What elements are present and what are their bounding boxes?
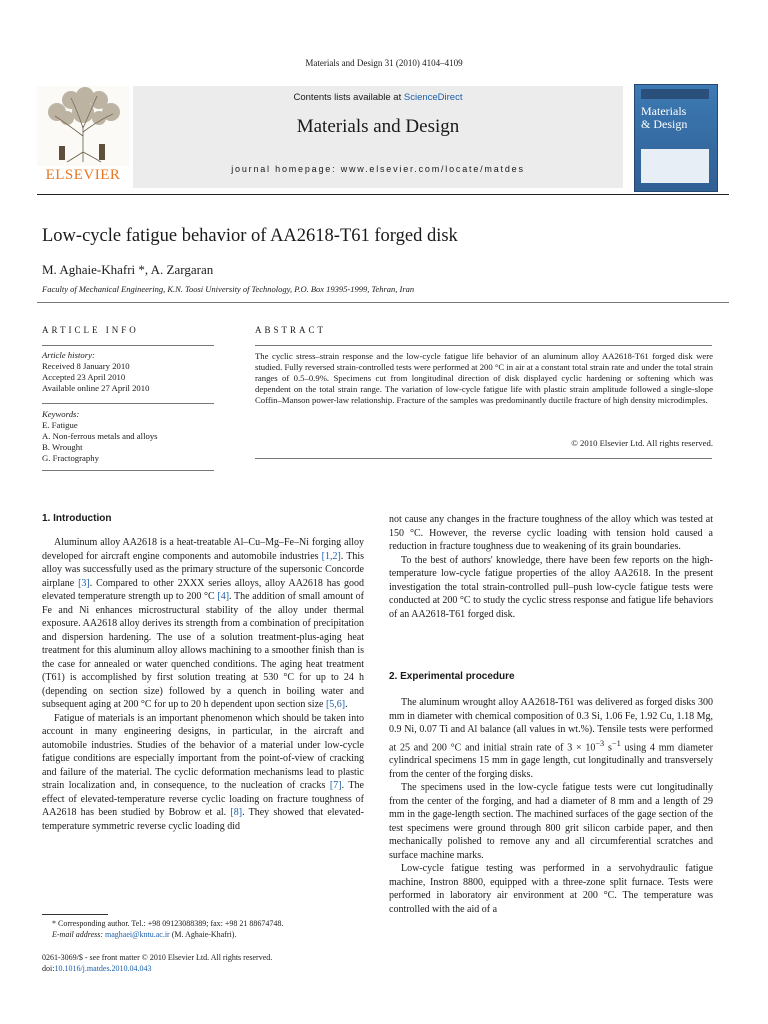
text-run: . The addition of small amount of Fe and Ni enhances microstructural stability of the alloy under thermal exposure. AA2618 alloy derives its strength from a combination of precipitation and dispersion hardening. The use of a solution treatment-plus-aging heat treatment for this aluminum alloy allows machining to a smoother finish than is the case for annealed or water quenched conditions. The aging heat treatment (T61) is accomplished by first solution treating at 530 °C for up to 24 h (depending on section size) followed by a quench in boiling water and subsequent aging at 200 °C for up to 20 h dependent upon section size xyxy=(42,591,364,710)
divider xyxy=(42,403,214,404)
journal-masthead xyxy=(37,86,723,188)
body-column-right-bottom xyxy=(389,696,713,916)
abstract-heading: ABSTRACT xyxy=(255,325,327,335)
text-run: Fatigue of materials is an important phenomenon which should be taken into account in many engineering designs, in particular, in the aircraft and automobile industries. Studies of the behavior of a material under low-cycle fatigue conditions are especially important from the point-of-view of cracking and failure of the material. The cyclic deformation mechanisms lead to plastic strain localization and, in consequence, to the nucleation of cracks xyxy=(42,712,364,791)
journal-homepage[interactable]: journal homepage: www.elsevier.com/locate/matdes xyxy=(231,164,525,174)
header-rule xyxy=(37,194,729,195)
author-list: M. Aghaie-Khafri *, A. Zargaran xyxy=(42,262,214,277)
text-run: s xyxy=(604,741,612,753)
text-run: . This alloy was successfully used as the primary structure of the supersonic Concorde airplane xyxy=(42,550,364,589)
publication-info xyxy=(42,952,372,974)
text-run: . They showed that elevated-temperature symmetric reverse cyclic loading did xyxy=(42,807,364,832)
issn-line: 0261-3069/$ - see front matter © 2010 Elsevier Ltd. All rights reserved. xyxy=(42,953,273,962)
corresponding-author: * Corresponding author. Tel.: +98 09123088389; fax: +98 21 88674748. xyxy=(52,919,284,928)
exp-paragraph-1 xyxy=(389,696,713,781)
contents-line xyxy=(133,92,623,103)
contents-prefix: Contents lists available at xyxy=(293,92,404,103)
text-run: . The effect of elevated-temperature reverse cyclic loading on fracture toughness of AA2618 has been studied by Bobrow et al. xyxy=(42,780,364,818)
journal-title: Materials and Design xyxy=(296,116,460,137)
keyword-item: E. Fatigue xyxy=(42,420,78,430)
body-column-right-top xyxy=(389,513,713,621)
reference-link[interactable]: [1,2] xyxy=(321,550,341,562)
history-received: Received 8 January 2010 xyxy=(42,361,130,371)
exp-paragraph-3: Low-cycle fatigue testing was performed in a servohydraulic fatigue machine, Instron 8800, equipped with a three-zone split furnace. Tests were performed in laboratory air environment at 200 °C. The temperature was controlled with the aid of a xyxy=(389,863,713,915)
divider xyxy=(255,345,712,346)
journal-cover[interactable] xyxy=(634,84,718,192)
reference-link[interactable]: [4] xyxy=(217,591,230,602)
keyword-item: G. Fractography xyxy=(42,453,99,463)
history-accepted: Accepted 23 April 2010 xyxy=(42,372,126,382)
journal-banner xyxy=(133,86,623,188)
intro-paragraph-2 xyxy=(42,712,364,834)
keyword-item: A. Non-ferrous metals and alloys xyxy=(42,431,158,441)
journal-citation: Materials and Design 31 (2010) 4104–4109 xyxy=(305,58,463,68)
affiliation: Faculty of Mechanical Engineering, K.N. Toosi University of Technology, P.O. Box 19395-1999, Tehran, Iran xyxy=(42,284,415,294)
email-label: E-mail address: xyxy=(52,930,106,939)
text-run: The aluminum wrought alloy AA2618-T61 was delivered as forged disks 300 mm in diameter with chemical composition of 0.3 Si, 1.06 Fe, 1.92 Cu, 1.18 Mg, 0.9 Ni, 0.07 Ti and Al balance (all values in wt.%). Tensile tests were performed at 25 and 200 °C and initial strain rate of 3 × 10 xyxy=(389,697,713,753)
abstract-copyright: © 2010 Elsevier Ltd. All rights reserved. xyxy=(571,438,713,448)
section-title-experimental: 2. Experimental procedure xyxy=(389,671,515,682)
doi-line xyxy=(42,963,372,974)
elsevier-wordmark: ELSEVIER xyxy=(45,167,121,183)
history-label: Article history: xyxy=(42,350,95,360)
reference-link[interactable]: [7] xyxy=(329,780,342,791)
footnote-rule xyxy=(42,914,108,915)
section-title-introduction: 1. Introduction xyxy=(42,513,112,524)
exp-paragraph-2: The specimens used in the low-cycle fatigue tests were cut longitudinally from the center of the forging, and had a diameter of 8 mm and a length of 29 mm in the gage-length section. The machined surfaces of the gage section of the test specimens were ground through 800 grit silicon carbide paper, and then mechanically polished to remove any and all circumferential scratches and surface machine marks. xyxy=(389,782,713,861)
superscript: −1 xyxy=(611,738,621,748)
body-column-left xyxy=(42,536,364,833)
keywords xyxy=(42,409,217,464)
elsevier-logo[interactable] xyxy=(37,86,129,188)
paper-title: Low-cycle fatigue behavior of AA2618-T61 forged disk xyxy=(42,226,458,246)
sciencedirect-link[interactable]: ScienceDirect xyxy=(403,92,463,103)
cover-title-line2: & Design xyxy=(641,117,688,131)
superscript: −3 xyxy=(595,738,605,748)
cover-band xyxy=(641,89,709,99)
intro-paragraph-3: To the best of authors' knowledge, there have been few reports on the high-temperature low-cycle fatigue properties of the alloy AA2618. In the present investigation the total strain-controlled pull–push low-cycle fatigue tests were conducted at 200 °C to study the cyclic stress response and fatigue life behaviors of an AA2618-T61 forged disk. xyxy=(389,554,713,620)
article-history xyxy=(42,350,217,394)
email-suffix: (M. Aghaie-Khafri). xyxy=(169,930,237,939)
email-line xyxy=(42,929,372,940)
reference-link[interactable]: [5,6] xyxy=(325,699,346,710)
footnote xyxy=(42,918,372,940)
abstract-text: The cyclic stress–strain response and the low-cycle fatigue life behavior of an aluminum alloy AA2618-T61 forged disk were studied. Fully reversed strain-controlled tests were performed at 200 °C in air at a constant total strain rate and under the total strain ranges of 0.5–0.9%. Specimens cut from longitudinal direction of disk displayed cyclic hardening or softening which was dependent on the total strain range. The variation of low-cycle fatigue life with plastic strain amplitude followed a single-slope Coffin–Manson power-law relationship. Fracture of the samples was predominantly ductile fracture of high density microdimples. xyxy=(255,351,713,405)
reference-link[interactable]: [3] xyxy=(78,577,90,589)
text-run: using 4 mm diameter cylindrical specimens 15 mm in gage length, cut longitudinally and transversely from the center of the forging disks. xyxy=(389,741,713,780)
reference-link[interactable]: [8] xyxy=(230,807,243,818)
text-run: Aluminum alloy AA2618 is a heat-treatable Al–Cu–Mg–Fe–Ni forging alloy developed for aircraft engine components and automobile industries xyxy=(42,537,364,562)
email-link[interactable]: maghaei@kntu.ac.ir xyxy=(105,930,170,939)
keyword-item: B. Wrought xyxy=(42,442,83,452)
article-info-heading: ARTICLE INFO xyxy=(42,325,139,335)
text-run: . Compared to other 2XXX series alloys, alloy AA2618 has good elevated temperature strength up to 200 °C xyxy=(42,577,364,602)
cover-title-line1: Materials xyxy=(641,104,687,118)
doi-prefix: doi: xyxy=(42,964,55,973)
divider xyxy=(255,458,712,459)
intro-paragraph-continued: not cause any changes in the fracture toughness of the alloy which was tested at 150 °C. However, the reverse cyclic loading with tension hold caused a reduction in fracture toughness due to weakening of its grain boundaries. xyxy=(389,514,713,552)
divider xyxy=(42,470,214,471)
cover-title xyxy=(641,105,687,131)
keywords-label: Keywords: xyxy=(42,409,80,419)
cover-image xyxy=(641,149,709,183)
divider xyxy=(42,345,214,346)
text-run: . xyxy=(345,699,348,710)
tree-icon xyxy=(37,86,129,166)
doi-link[interactable]: 10.1016/j.matdes.2010.04.043 xyxy=(54,964,152,973)
section-rule xyxy=(37,302,729,303)
intro-paragraph-1 xyxy=(42,536,364,712)
history-online: Available online 27 April 2010 xyxy=(42,383,150,393)
